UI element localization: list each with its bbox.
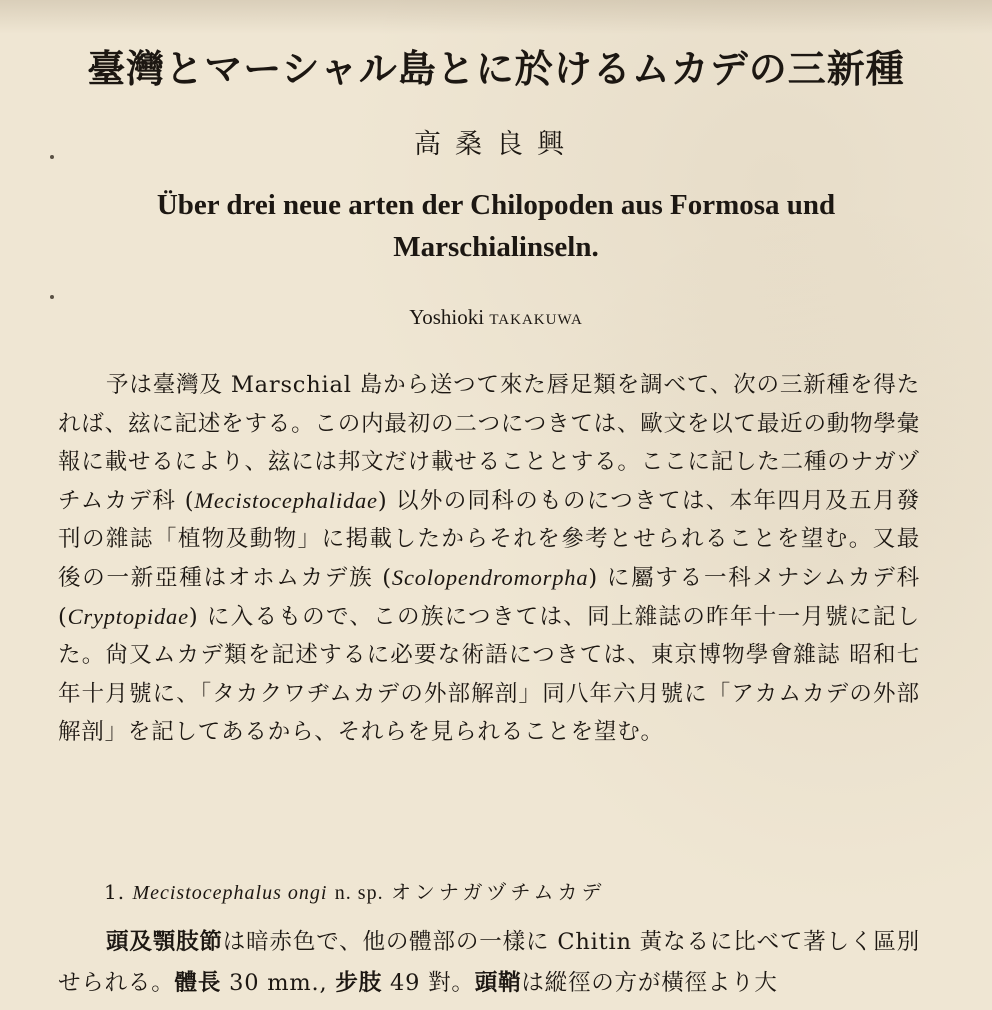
description-text: は暗赤色で、他の體部の一樣に Chitin 黃なるに比べて著しく區別せられる。 — [58, 929, 920, 996]
margin-mark — [50, 155, 54, 159]
term-head-shield: 頭鞘 — [474, 970, 522, 996]
term-body-length: 體長 — [174, 970, 222, 996]
taxon-name: Scolopendromorpha — [391, 564, 589, 590]
taxon-name: Mecistocephalidae — [194, 487, 378, 513]
title-japanese: 臺灣とマーシャル島とに於けるムカデの三新種 — [87, 46, 905, 91]
term-head: 頭及顎肢節 — [106, 929, 223, 955]
body-text-segment: ) に屬する一科メナシムカデ科 ( — [58, 564, 920, 630]
body-text-segment: ) 以外の同科のものにつきては、本年四月及五月發刊の雜誌「植物及動物」に掲載したからそれを參考とせられることを望む。又最後の一新亞種はオホムカデ族 ( — [58, 487, 921, 591]
margin-mark — [50, 295, 54, 299]
body-paragraph — [58, 366, 920, 752]
author-romanized — [0, 305, 992, 330]
taxon-name: Cryptopidae — [67, 603, 189, 629]
title-german: Über drei neue arten der Chilopoden aus Formosa und Marschialinseln. — [156, 189, 836, 263]
description-paragraph — [58, 922, 920, 1004]
description-text: は縱徑の方が橫徑より大 — [521, 970, 778, 996]
body-text-segment: ) に入るもので、この族につきては、同上雜誌の昨年十一月號に記した。尙又ムカデ類を記述するに必要な術語につきては、東京博物學會雜誌 昭和七年十月號に、「タカクワヂムカデの外部解剖」同八年六月號に「アカムカデの外部解剖」を記してあるから、それらを見られることを望む。 — [58, 603, 920, 746]
description-text: 49 對。 — [382, 970, 475, 996]
body-text-segment: 予は臺灣及 Marschial 島から送つて來た唇足類を調べて、次の三新種を得たれば、玆に記述をする。この内最初の二つにつきては、歐文を以て最近の動物學彙報に載せるにより、玆には邦文だけ載せることとする。ここに記した二種のナガヅチムカデ科 ( — [58, 372, 920, 514]
author-family-name: takakuwa — [489, 305, 583, 329]
species-common-name: オンナガヅチムカデ — [390, 880, 606, 904]
author-given-name: Yoshioki — [409, 305, 485, 329]
bleed-through-strip — [0, 0, 992, 34]
species-heading — [104, 876, 924, 909]
species-name: Mecistocephalus ongi — [132, 882, 328, 904]
species-number: 1. — [104, 880, 126, 904]
author-japanese: 高桑良興 — [414, 129, 578, 160]
term-legs: 步肢 — [335, 970, 382, 996]
description-text: 30 mm., — [221, 970, 336, 996]
species-suffix: n. sp. — [334, 882, 384, 904]
